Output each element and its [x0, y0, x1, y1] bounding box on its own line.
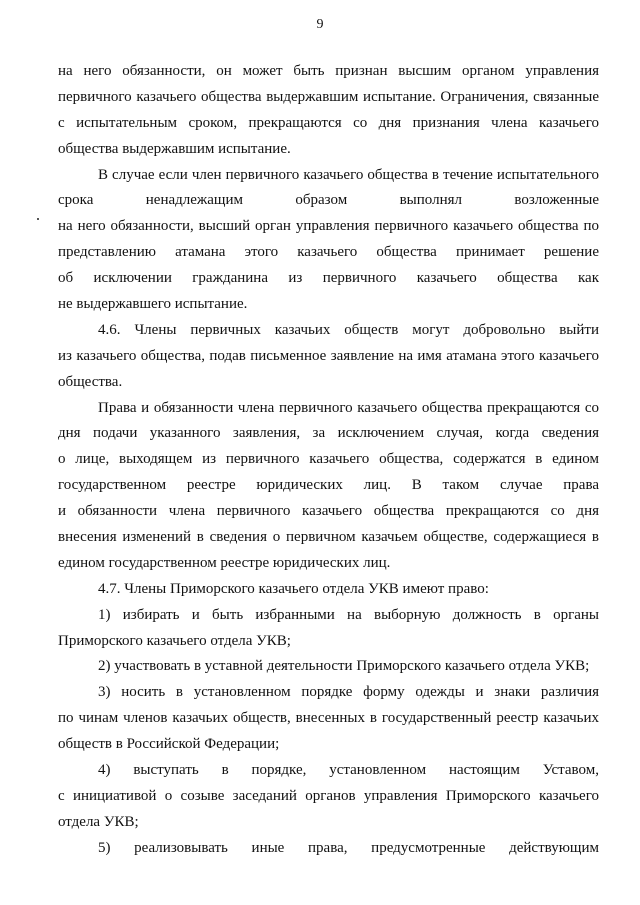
page-number: 9: [316, 17, 324, 32]
text-line: по чинам членов казачьих обществ, внесенных в государственный реестр казачьих: [58, 710, 599, 727]
text-line: представлению атамана этого казачьего общества принимает решение: [58, 244, 599, 261]
text-line: Права и обязанности члена первичного казачьего общества прекращаются со: [98, 399, 599, 416]
text-line: 2) участвовать в уставной деятельности Приморского казачьего отдела УКВ;: [98, 658, 590, 675]
text-line: общества выдержавшим испытание.: [58, 140, 291, 157]
text-line: из казачьего общества, подав письменное заявление на имя атамана этого казачьего: [58, 347, 599, 364]
text-line: 3) носить в установленном порядке форму одежды и знаки различия: [98, 684, 599, 701]
text-line: 1) избирать и быть избранными на выборную должность в органы: [98, 606, 599, 623]
margin-mark: [37, 218, 39, 220]
text-line: с инициативой о созыве заседаний органов управления Приморского казачьего: [58, 787, 599, 804]
text-line: 5) реализовывать иные права, предусмотренные действующим: [98, 839, 599, 856]
text-line: 4.6. Члены первичных казачьих обществ могут добровольно выйти: [98, 321, 599, 338]
text-line: дня подачи указанного заявления, за исключением случая, когда сведения: [58, 425, 599, 442]
text-line: и обязанности члена первичного казачьего общества прекращаются со дня: [58, 503, 599, 520]
text-line: 4.7. Члены Приморского казачьего отдела УКВ имеют право:: [98, 580, 489, 597]
text-line: внесения изменений в сведения о первичном казачьем обществе, содержащиеся в: [58, 529, 599, 546]
text-line: едином государственном реестре юридических лиц.: [58, 554, 391, 571]
text-line: отдела УКВ;: [58, 813, 139, 830]
text-line: на него обязанности, высший орган управления первичного казачьего общества по: [58, 218, 599, 235]
text-line: обществ в Российской Федерации;: [58, 736, 280, 753]
text-line: с испытательным сроком, прекращаются со дня признания члена казачьего: [58, 114, 599, 131]
text-line: о лице, выходящем из первичного казачьего общества, содержатся в едином: [58, 451, 599, 468]
text-line: первичного казачьего общества выдержавшим испытание. Ограничения, связанные: [58, 88, 599, 105]
document-body: [58, 59, 599, 862]
text-line: не выдержавшего испытание.: [58, 296, 248, 313]
text-line: на него обязанности, он может быть признан высшим органом управления: [58, 63, 599, 79]
text-line: Приморского казачьего отдела УКВ;: [58, 632, 291, 649]
text-line: государственном реестре юридических лиц. В таком случае права: [58, 477, 599, 494]
text-line: срока ненадлежащим образом выполнял возложенные: [58, 192, 599, 209]
text-line: 4) выступать в порядке, установленном настоящим Уставом,: [98, 762, 599, 779]
text-line: об исключении гражданина из первичного казачьего общества как: [58, 270, 599, 287]
text-line: общества.: [58, 373, 123, 390]
text-line: В случае если член первичного казачьего общества в течение испытательного: [98, 166, 599, 183]
